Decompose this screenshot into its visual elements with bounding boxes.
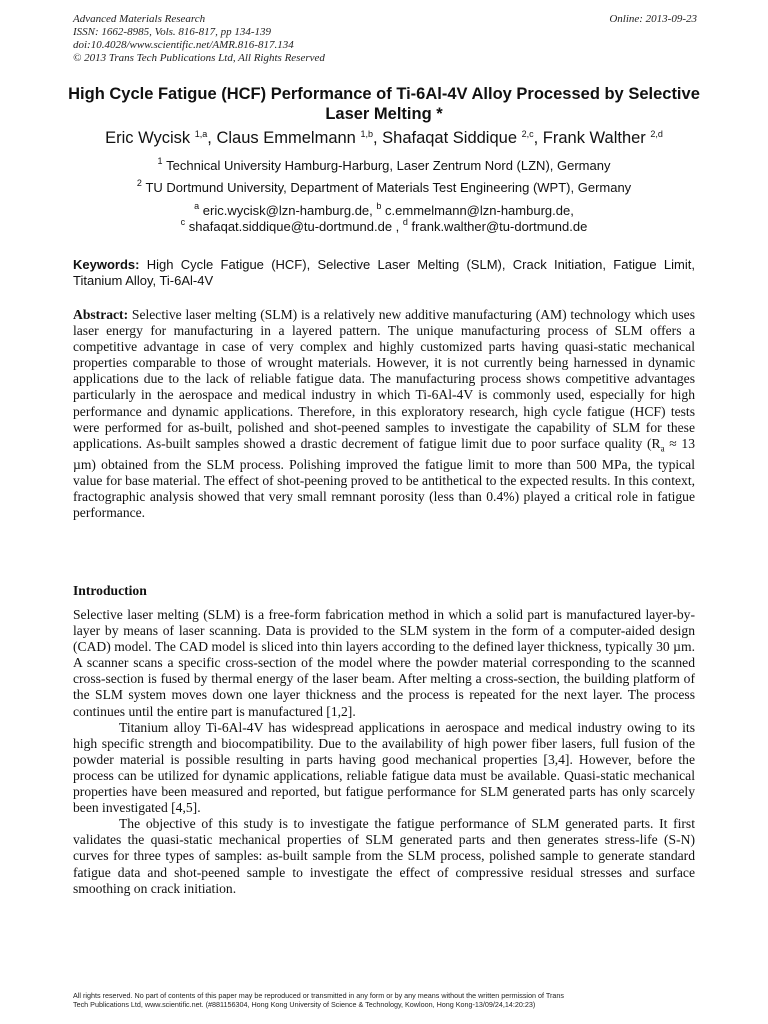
abstract-text-cont: ≈ 13 µm) obtained from the SLM process. Polishing improved the fatigue limit to more than 500 MPa, the typical value for base material. The effect of shot-peening proved to be antithetical to the expected results. In this context, fractographic analysis showed that very small remnant porosity (less than 0.4%) played a critical role in fatigue performance. <box>73 435 695 520</box>
abstract-block <box>73 307 695 521</box>
introduction-body <box>73 607 695 897</box>
paragraph: Selective laser melting (SLM) is a free-form fabrication method in which a solid part is manufactured layer-by-layer by means of laser scanning. Data is provided to the SLM system in the form of a computer-aided design (CAD) model. The CAD model is sliced into thin layers according to the defined layer thickness, typically 30 µm. A scanner scans a specific cross-section of the model where the powder material corresponding to the scanned cross-section is fused by thermal energy of the laser beam. After melting a cross-section, the building platform of the SLM system moves down one layer thickness and the process is repeated for the next layer. The process continues until the entire part is manufactured [1,2]. <box>73 607 695 719</box>
section-heading-introduction: Introduction <box>73 583 147 598</box>
email-mark: d <box>402 217 408 227</box>
email-line-1 <box>40 203 728 219</box>
footer-line: Tech Publications Ltd, www.scientific.net. (#881156304, Hong Kong University of Science & Technology, Kowloon, Hong Kong-13/09/24,14:20:23) <box>73 1000 536 1009</box>
journal-header <box>73 13 697 65</box>
affiliation-mark: 2 <box>136 178 142 188</box>
affiliation-text: Technical University Hamburg-Harburg, Laser Zentrum Nord (LZN), Germany <box>166 158 611 173</box>
abstract-subscript: a <box>660 443 665 454</box>
paper-title: High Cycle Fatigue (HCF) Performance of Ti-6Al-4V Alloy Processed by Selective Laser Melting * <box>68 85 700 123</box>
author-name: Shafaqat Siddique <box>382 129 518 147</box>
author-name: Claus Emmelmann <box>216 129 356 147</box>
author-list: Eric Wycisk $^{1,a}$, Claus Emmelmann $^{1,b}$, Shafaqat Siddique $^{2,c}$, Frank Walther $^{2,d}$ <box>105 129 663 147</box>
email-link[interactable]: c.emmelmann@lzn-hamburg.de, <box>385 203 574 218</box>
footer-line: All rights reserved. No part of contents of this paper may be reproduced or transmitted in any form or by any means without the written permission of Trans <box>73 991 564 1000</box>
issn-line: ISSN: 1662-8985, Vols. 816-817, pp 134-139 <box>73 26 271 38</box>
online-date: Online: 2013-09-23 <box>609 13 697 25</box>
author-name: Eric Wycisk <box>105 129 191 147</box>
journal-name: Advanced Materials Research <box>73 13 206 25</box>
author-name: Frank Walther <box>542 129 646 147</box>
affiliation-mark: 1 <box>157 156 163 166</box>
author-affiliation-mark: 2,c <box>521 129 534 139</box>
copyright-line: © 2013 Trans Tech Publications Ltd, All Rights Reserved <box>73 52 325 64</box>
doi-line: doi:10.4028/www.scientific.net/AMR.816-817.134 <box>73 39 294 51</box>
keywords-label: Keywords: <box>73 257 140 272</box>
keywords-block <box>73 257 695 289</box>
affiliation-text: TU Dortmund University, Department of Materials Test Engineering (WPT), Germany <box>145 180 632 195</box>
abstract-text: Selective laser melting (SLM) is a relatively new additive manufacturing (AM) technology which uses laser energy for manufacturing in a layered pattern. The unique manufacturing process of SLM offers a competitive advantage in case of very complex and highly customized parts having quasi-static mechanical properties comparable to those of wrought materials. However, it is not currently being harnessed in dynamic applications due to the lack of reliable fatigue data. The manufacturing process shows competitive advantages particularly in the aerospace and medical industry in which Ti-6Al-4V is commonly used, especially for high performance and dynamic applications. Therefore, in this exploratory research, high cycle fatigue (HCF) tests were performed for as-built, polished and shot-peened samples to investigate the capability of SLM for these applications. As-built samples showed a drastic decrement of fatigue limit due to poor surface quality (R <box>73 307 695 451</box>
author-affiliation-mark: 2,d <box>650 129 663 139</box>
affiliation-2 <box>40 180 728 196</box>
footer-notice <box>73 991 703 1009</box>
email-mark: a <box>194 201 200 211</box>
email-mark: b <box>376 201 382 211</box>
email-link[interactable]: shafaqat.siddique@tu-dortmund.de , <box>188 219 400 234</box>
paragraph: Titanium alloy Ti-6Al-4V has widespread applications in aerospace and medical industry owing to its high specific strength and biocompatibility. Due to the availability of high power fiber lasers, full fusion of the powder material is possible resulting in parts having good mechanical properties [3,4]. However, before the process can be utilized for dynamic applications, reliable fatigue data must be available. Quasi-static mechanical properties have been measured and reported, but fatigue performance for SLM generated parts has only scarcely been investigated [4,5]. <box>73 719 695 816</box>
keywords-text: High Cycle Fatigue (HCF), Selective Laser Melting (SLM), Crack Initiation, Fatigue Limit, Titanium Alloy, Ti-6Al-4V <box>73 257 695 288</box>
email-line-2 <box>40 219 728 235</box>
paragraph: The objective of this study is to investigate the fatigue performance of SLM generated parts. It first validates the quasi-static mechanical properties of SLM generated parts and then generates stress-life (S-N) curves for three types of samples: as-built sample from the SLM process, polished sample to generate standard fatigue data and shot-peened sample to investigate the effect of compressive residual stresses and surface smoothing on crack initiation. <box>73 816 695 896</box>
affiliation-1 <box>40 158 728 174</box>
author-affiliation-mark: 1,a <box>194 129 208 139</box>
author-affiliation-mark: 1,b <box>360 129 373 139</box>
email-link[interactable]: frank.walther@tu-dortmund.de <box>411 219 588 234</box>
email-mark: c <box>180 217 186 227</box>
email-link[interactable]: eric.wycisk@lzn-hamburg.de, <box>202 203 373 218</box>
abstract-label: Abstract: <box>73 307 129 322</box>
